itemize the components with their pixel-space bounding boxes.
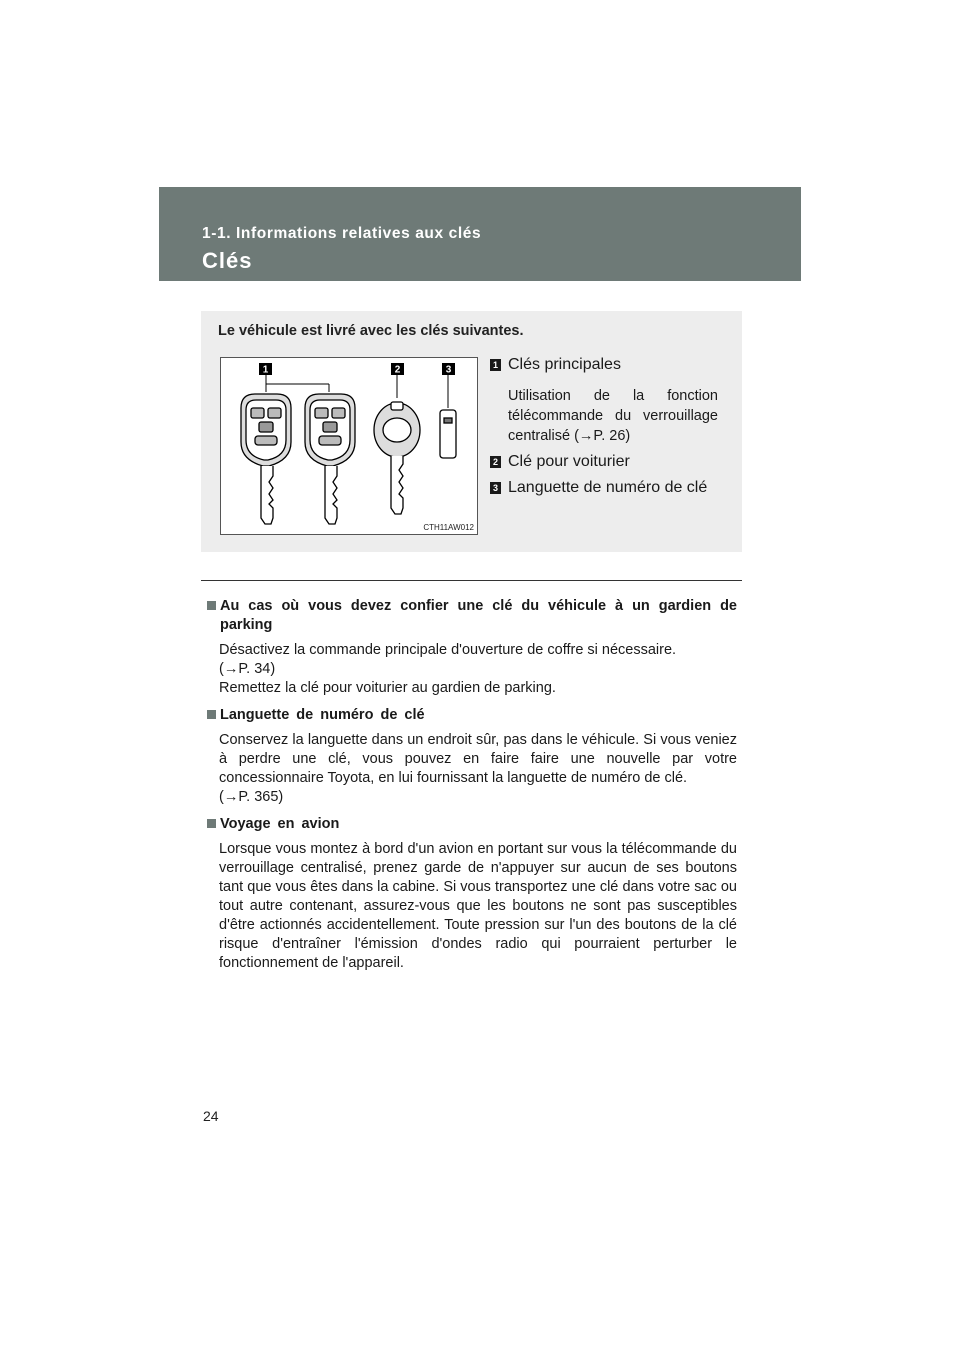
note-heading	[207, 706, 737, 725]
square-bullet-icon	[207, 710, 216, 719]
master-key-2	[305, 394, 355, 524]
item-number-badge: 1	[490, 359, 501, 371]
note-heading	[207, 597, 737, 635]
illustration-code: CTH11AW012	[423, 523, 474, 532]
note-line: Lorsque vous montez à bord d'un avion en portant sur vous la télécommande du verrouillage centralisé, prenez garde de n'appuyer sur aucun de ses boutons tant que vous êtes dans la cabine. Si vous transportez une clé dans votre sac ou tout autre contenant, assurez-vous que les boutons ne sont pas susceptibles d'être actionnés accidentellement. Toute pression sur l'un des boutons de la clé risque d'entraîner l'émission d'ondes radio qui pourraient perturber le fonctionnement de l'appareil.	[219, 841, 737, 971]
item-title: Languette de numéro de clé	[508, 479, 708, 496]
item-title: Clés principales	[508, 356, 621, 373]
divider	[201, 580, 742, 581]
note-body	[219, 840, 737, 973]
svg-text:1: 1	[262, 364, 269, 376]
svg-text:3: 3	[445, 364, 452, 376]
valet-key	[374, 402, 420, 514]
note-body	[219, 641, 737, 698]
note-valet-parking	[207, 597, 737, 698]
item-number-badge: 2	[490, 456, 501, 468]
section-header	[159, 187, 801, 281]
note-line: Conservez la languette dans un endroit sûr, pas dans le véhicule. Si vous veniez à perdre une clé, vous pouvez en faire faire une nouvelle par votre concessionnaire Toyota, en lui fournissant la languette de numéro de clé.	[219, 732, 737, 786]
key-number-plate	[440, 410, 456, 458]
keys-info-box	[201, 311, 742, 552]
note-heading-text: Au cas où vous devez confier une clé du véhicule à un gardien de parking	[220, 598, 737, 633]
notes-section	[207, 597, 737, 981]
item-number-badge: 3	[490, 482, 501, 494]
keys-drawing	[221, 358, 477, 534]
square-bullet-icon	[207, 819, 216, 828]
svg-text:2: 2	[394, 364, 401, 376]
note-air-travel	[207, 815, 737, 973]
section-label: 1-1. Informations relatives aux clés	[202, 225, 482, 242]
callout-3	[442, 363, 455, 376]
note-line: Remettez la clé pour voiturier au gardien de parking.	[219, 680, 556, 696]
note-heading	[207, 815, 737, 834]
callout-2	[391, 363, 404, 376]
note-heading-text: Languette de numéro de clé	[220, 707, 425, 723]
keys-illustration	[220, 357, 478, 535]
note-line: (→P. 34)	[219, 661, 276, 677]
note-heading-text: Voyage en avion	[220, 816, 340, 832]
note-key-number-plate	[207, 706, 737, 807]
page-number: 24	[203, 1108, 219, 1124]
page-title: Clés	[202, 248, 253, 273]
master-key-1	[241, 394, 291, 524]
intro-text: Le véhicule est livré avec les clés suivantes.	[218, 323, 524, 339]
square-bullet-icon	[207, 601, 216, 610]
callout-1	[259, 363, 272, 376]
item-title: Clé pour voiturier	[508, 453, 630, 470]
note-body	[219, 731, 737, 807]
note-line: (→P. 365)	[219, 789, 284, 805]
item-description: Utilisation de la fonction télécommande du verrouillage centralisé (→P. 26)	[508, 388, 718, 444]
note-line: Désactivez la commande principale d'ouverture de coffre si nécessaire.	[219, 642, 677, 658]
